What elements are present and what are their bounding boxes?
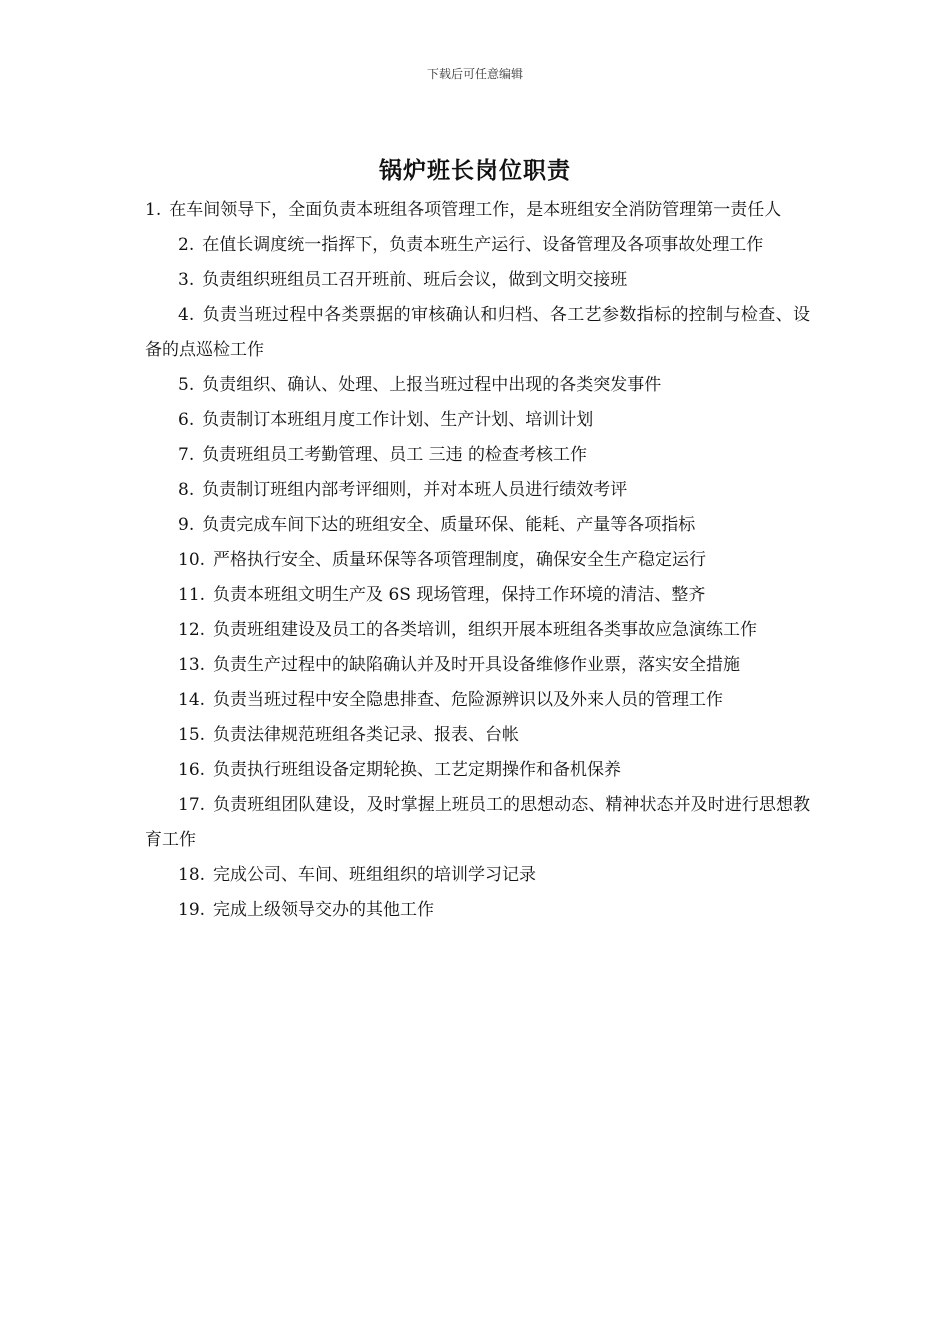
duty-item-12 <box>145 613 810 648</box>
duty-number: 9. <box>178 515 195 535</box>
duty-item-13 <box>145 648 810 683</box>
duty-item-4 <box>145 298 810 368</box>
duty-item-11 <box>145 578 810 613</box>
duty-text: 负责执行班组设备定期轮换、工艺定期操作和备机保养 <box>213 760 622 780</box>
duty-text: 在车间领导下，全面负责本班组各项管理工作，是本班组安全消防管理第一责任人 <box>169 200 782 220</box>
duty-item-17 <box>145 788 810 858</box>
duty-item-18 <box>145 858 810 893</box>
duty-number: 11. <box>178 585 206 605</box>
duty-number: 12. <box>178 620 206 640</box>
duty-number: 4. <box>178 305 195 325</box>
duty-text: 负责当班过程中安全隐患排查、危险源辨识以及外来人员的管理工作 <box>213 690 724 710</box>
duty-item-2 <box>145 228 810 263</box>
duty-text: 严格执行安全、质量环保等各项管理制度，确保安全生产稳定运行 <box>213 550 707 570</box>
duty-item-16 <box>145 753 810 788</box>
duty-item-14 <box>145 683 810 718</box>
duty-text: 负责班组员工考勤管理、员工 三违 的检查考核工作 <box>202 445 588 465</box>
duty-text: 完成公司、车间、班组组织的培训学习记录 <box>213 865 537 885</box>
duty-item-3 <box>145 263 810 298</box>
duty-text: 负责组织班组员工召开班前、班后会议，做到文明交接班 <box>202 270 628 290</box>
duty-text: 负责法律规范班组各类记录、报表、台帐 <box>213 725 520 745</box>
duty-text: 负责组织、确认、处理、上报当班过程中出现的各类突发事件 <box>202 375 662 395</box>
duty-item-10 <box>145 543 810 578</box>
duty-item-5 <box>145 368 810 403</box>
duty-number: 7. <box>178 445 195 465</box>
document-title: 锅炉班长岗位职责 <box>379 157 571 184</box>
duty-list <box>145 193 810 928</box>
duty-number: 10. <box>178 550 206 570</box>
header-note: 下载后可任意编辑 <box>426 67 523 81</box>
duty-number: 2. <box>178 235 195 255</box>
duty-text: 负责生产过程中的缺陷确认并及时开具设备维修作业票，落实安全措施 <box>213 655 741 675</box>
duty-item-9 <box>145 508 810 543</box>
duty-number: 14. <box>178 690 206 710</box>
duty-number: 18. <box>178 865 206 885</box>
duty-number: 1. <box>145 200 162 220</box>
duty-number: 3. <box>178 270 195 290</box>
duty-text: 负责班组团队建设，及时掌握上班员工的思想动态、精神状态并及时进行思想教育工作 <box>145 795 810 850</box>
duty-number: 19. <box>178 900 206 920</box>
duty-text: 完成上级领导交办的其他工作 <box>213 900 435 920</box>
duty-item-7 <box>145 438 810 473</box>
duty-text: 负责当班过程中各类票据的审核确认和归档、各工艺参数指标的控制与检查、设备的点巡检工作 <box>145 305 810 360</box>
duty-text: 负责本班组文明生产及 6S 现场管理，保持工作环境的清洁、整齐 <box>213 585 706 605</box>
duty-text: 负责完成车间下达的班组安全、质量环保、能耗、产量等各项指标 <box>202 515 696 535</box>
duty-item-19 <box>145 893 810 928</box>
duty-number: 15. <box>178 725 206 745</box>
duty-item-1 <box>145 193 810 228</box>
duty-number: 8. <box>178 480 195 500</box>
duty-text: 在值长调度统一指挥下，负责本班生产运行、设备管理及各项事故处理工作 <box>202 235 764 255</box>
duty-number: 5. <box>178 375 195 395</box>
duty-number: 17. <box>178 795 206 815</box>
duty-item-15 <box>145 718 810 753</box>
duty-number: 6. <box>178 410 195 430</box>
duty-item-8 <box>145 473 810 508</box>
duty-number: 13. <box>178 655 206 675</box>
duty-text: 负责制订本班组月度工作计划、生产计划、培训计划 <box>202 410 594 430</box>
duty-text: 负责班组建设及员工的各类培训，组织开展本班组各类事故应急演练工作 <box>213 620 758 640</box>
duty-text: 负责制订班组内部考评细则，并对本班人员进行绩效考评 <box>202 480 628 500</box>
duty-number: 16. <box>178 760 206 780</box>
duty-item-6 <box>145 403 810 438</box>
